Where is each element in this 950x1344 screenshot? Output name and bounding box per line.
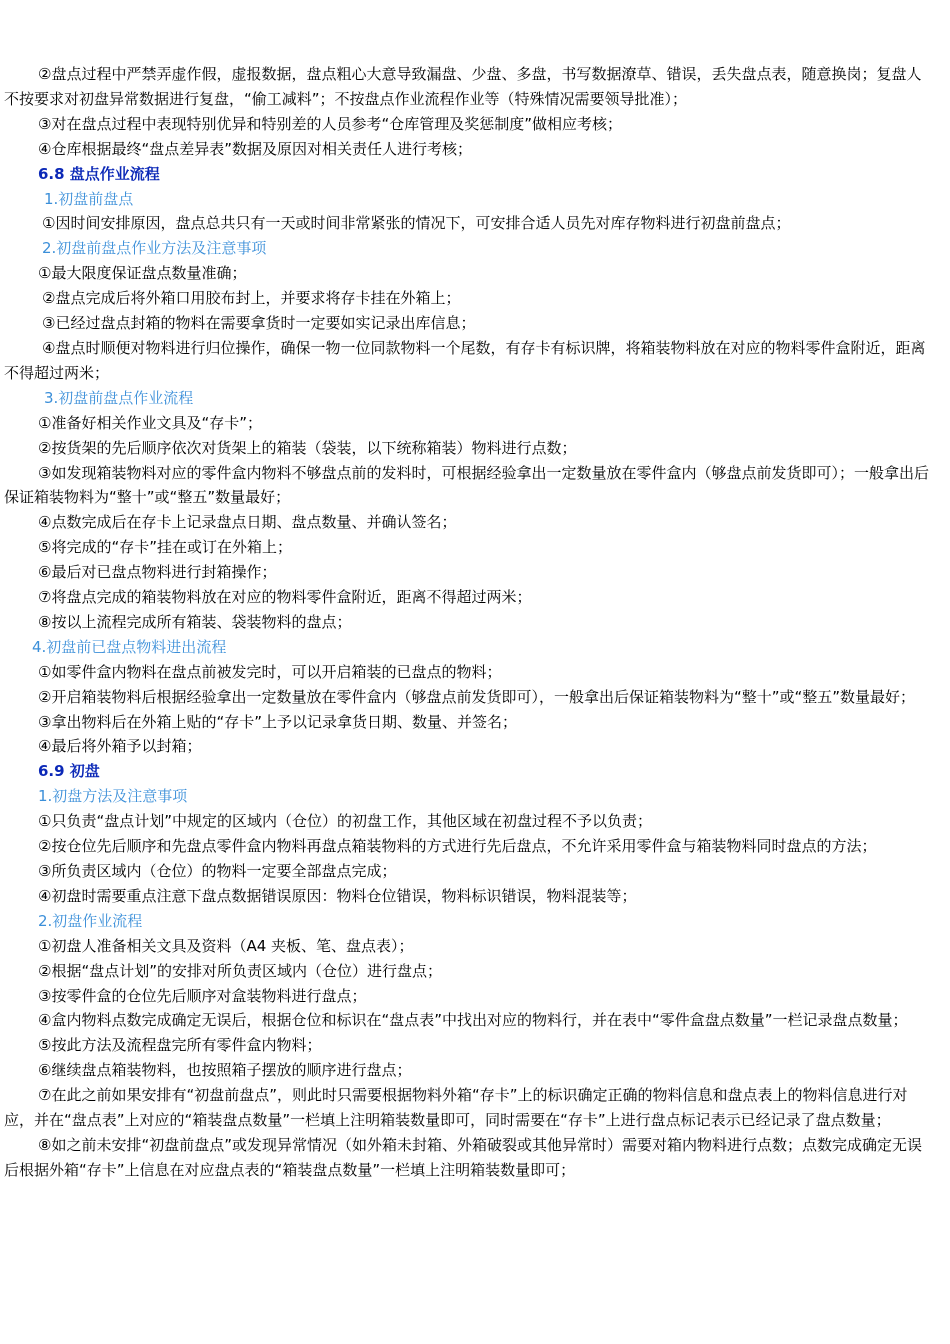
- paragraph: ⑦在此之前如果安排有“初盘前盘点”，则此时只需要根据物料外箱“存卡”上的标识确定正确的物料信息和盘点表上的物料信息进行对应，并在“盘点表”上对应的“箱装盘点数量”一栏填上注明箱装数量即可，同时需要在“存卡”上进行盘点标记表示已经记录了盘点数量；: [4, 1086, 908, 1130]
- paragraph: ②开启箱装物料后根据经验拿出一定数量放在零件盒内（够盘点前发货即可），一般拿出后保证箱装物料为“整十”或“整五”数量最好；: [38, 687, 916, 706]
- paragraph: ④点数完成后在存卡上记录盘点日期、盘点数量、并确认签名；: [38, 513, 457, 532]
- paragraph: ③如发现箱装物料对应的零件盒内物料不够盘点前的发料时，可根据经验拿出一定数量放在零件盒内（够盘点前发货即可）；一般拿出后保证箱装物料为“整十”或“整五”数量最好；: [4, 463, 929, 507]
- paragraph: ②盘点过程中严禁弄虚作假，虚报数据，盘点粗心大意导致漏盘、少盘、多盘，书写数据潦草、错误，丢失盘点表，随意换岗；复盘人不按要求对初盘异常数据进行复盘，“偷工减料”；不按盘点作业流程作业等（特殊情况需要领导批准）；: [4, 65, 922, 108]
- subheading: 4.初盘前已盘点物料进出流程: [32, 637, 227, 656]
- paragraph: ⑧按以上流程完成所有箱装、袋装物料的盘点；: [38, 612, 352, 631]
- paragraph: ⑥最后对已盘点物料进行封箱操作；: [38, 563, 277, 582]
- paragraph: ⑥继续盘点箱装物料，也按照箱子摆放的顺序进行盘点；: [38, 1061, 412, 1080]
- subheading: 2.初盘前盘点作业方法及注意事项: [42, 239, 267, 258]
- paragraph: ⑧如之前未安排“初盘前盘点”或发现异常情况（如外箱未封箱、外箱破裂或其他异常时）需要对箱内物料进行点数；点数完成确定无误后根据外箱“存卡”上信息在对应盘点表的“箱装盘点数量”一栏填上注明箱装数量即可；: [4, 1135, 922, 1179]
- section-heading: 6.9 初盘: [38, 762, 100, 781]
- paragraph: ②盘点完成后将外箱口用胶布封上，并要求将存卡挂在外箱上；: [42, 289, 461, 308]
- document-body: [4, 62, 932, 1183]
- subheading: 1.初盘方法及注意事项: [38, 787, 188, 806]
- paragraph: ③所负责区域内（仓位）的物料一定要全部盘点完成；: [38, 862, 397, 880]
- subheading: 3.初盘前盘点作业流程: [44, 388, 194, 407]
- paragraph: ①如零件盒内物料在盘点前被发完时，可以开启箱装的已盘点的物料；: [38, 662, 502, 681]
- paragraph: ③对在盘点过程中表现特别优异和特别差的人员参考“仓库管理及奖惩制度”做相应考核；: [38, 114, 622, 133]
- paragraph: ④初盘时需要重点注意下盘点数据错误原因：物料仓位错误，物料标识错误，物料混装等；: [38, 886, 637, 905]
- paragraph: ③已经过盘点封箱的物料在需要拿货时一定要如实记录出库信息；: [42, 314, 476, 333]
- paragraph: ④最后将外箱予以封箱；: [38, 737, 202, 756]
- paragraph: ①只负责“盘点计划”中规定的区域内（仓位）的初盘工作，其他区域在初盘过程不予以负责；: [38, 812, 652, 831]
- paragraph: ④仓库根据最终“盘点差异表”数据及原因对相关责任人进行考核；: [38, 139, 472, 158]
- paragraph: ①准备好相关作业文具及“存卡”；: [38, 413, 262, 432]
- paragraph: ②按仓位先后顺序和先盘点零件盒内物料再盘点箱装物料的方式进行先后盘点，不允许采用零件盒与箱装物料同时盘点的方法；: [38, 837, 877, 856]
- paragraph: ⑤按此方法及流程盘完所有零件盒内物料；: [38, 1036, 322, 1055]
- paragraph: ①初盘人准备相关文具及资料（A4 夹板、笔、盘点表）；: [38, 936, 414, 955]
- paragraph: ⑦将盘点完成的箱装物料放在对应的物料零件盒附近，距离不得超过两米；: [38, 588, 532, 607]
- paragraph: ④盒内物料点数完成确定无误后，根据仓位和标识在“盘点表”中找出对应的物料行，并在表中“零件盒盘点数量”一栏记录盘点数量；: [38, 1011, 908, 1030]
- paragraph: ③拿出物料后在外箱上贴的“存卡”上予以记录拿货日期、数量、并签名；: [38, 712, 517, 731]
- subheading: 2.初盘作业流程: [38, 911, 143, 930]
- paragraph: ④盘点时顺便对物料进行归位操作，确保一物一位同款物料一个尾数，有存卡有标识牌，将箱装物料放在对应的物料零件盒附近，距离不得超过两米；: [4, 338, 926, 382]
- section-heading: 6.8 盘点作业流程: [38, 164, 160, 183]
- paragraph: ①因时间安排原因，盘点总共只有一天或时间非常紧张的情况下，可安排合适人员先对库存物料进行初盘前盘点；: [42, 214, 791, 233]
- paragraph: ③按零件盒的仓位先后顺序对盒装物料进行盘点；: [38, 986, 367, 1005]
- paragraph: ②按货架的先后顺序依次对货架上的箱装（袋装，以下统称箱装）物料进行点数；: [38, 438, 577, 457]
- subheading: 1.初盘前盘点: [44, 189, 134, 208]
- paragraph: ⑤将完成的“存卡”挂在或订在外箱上；: [38, 538, 292, 557]
- paragraph: ②根据“盘点计划”的安排对所负责区域内（仓位）进行盘点；: [38, 961, 442, 980]
- paragraph: ①最大限度保证盘点数量准确；: [38, 264, 247, 283]
